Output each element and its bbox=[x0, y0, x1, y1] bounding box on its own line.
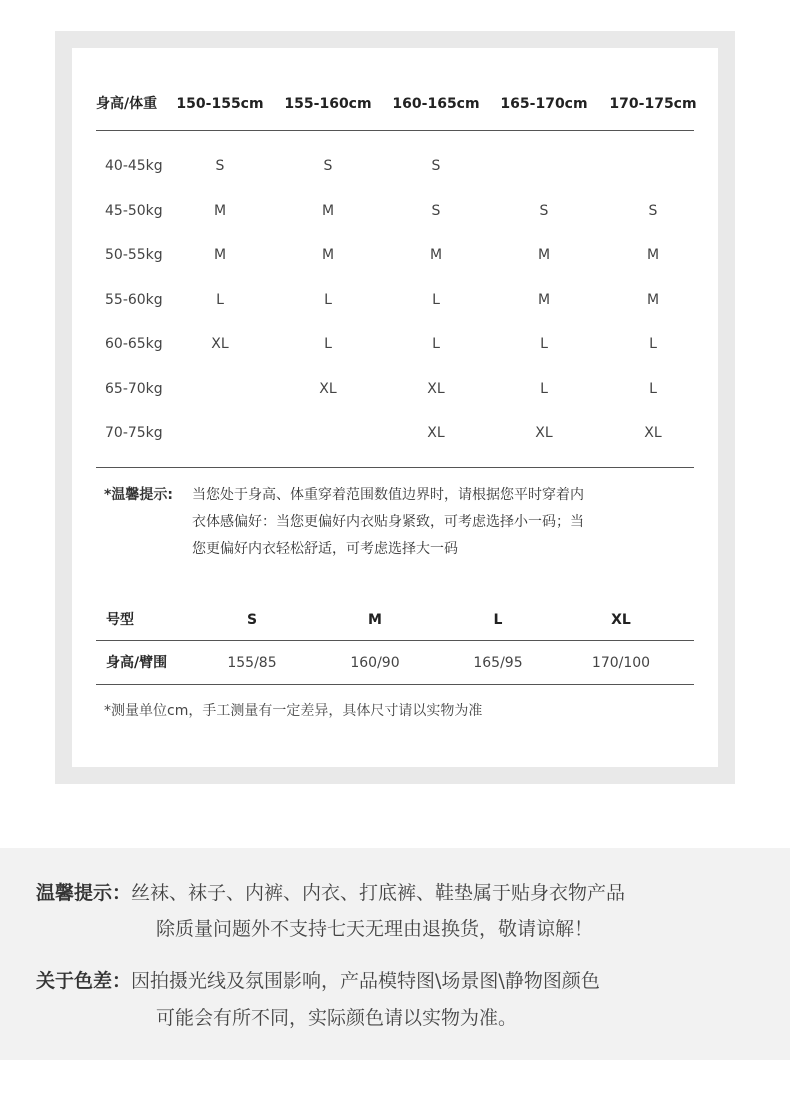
size-tip-label: *温馨提示: bbox=[104, 487, 173, 503]
weight-row-label: 45-50kg bbox=[105, 203, 163, 219]
notice-returns-label: 温馨提示： bbox=[36, 882, 132, 904]
notice-returns-line: 除质量问题外不支持七天无理由退换货，敬请谅解！ bbox=[156, 918, 594, 940]
measurement-row-label: 身高/臂围 bbox=[106, 655, 168, 671]
size-cell: S bbox=[215, 158, 225, 174]
measurement-value-text: 170/100 bbox=[591, 655, 651, 671]
measurement-table bbox=[96, 604, 694, 686]
size-cell: L bbox=[540, 381, 548, 397]
measurement-note: *测量单位cm，手工测量有一定差异，具体尺寸请以实物为准 bbox=[104, 703, 483, 719]
size-cell: M bbox=[537, 292, 551, 308]
notice-returns-line: 丝袜、袜子、内裤、内衣、打底裤、鞋垫属于贴身衣物产品 bbox=[131, 882, 626, 904]
notice-color-line: 因拍摄光线及氛围影响，产品模特图\场景图\静物图颜色 bbox=[131, 970, 600, 992]
weight-row-label: 60-65kg bbox=[105, 336, 163, 352]
size-tip-line: 衣体感偏好：当您更偏好内衣贴身紧致，可考虑选择小一码；当 bbox=[192, 514, 584, 530]
weight-row-label: 40-45kg bbox=[105, 158, 163, 174]
height-column-header: 155-160cm bbox=[284, 96, 372, 112]
size-cell: M bbox=[213, 247, 227, 263]
measurement-size-label: XL bbox=[611, 612, 631, 628]
measurement-value-text: 155/85 bbox=[227, 655, 277, 671]
corner-label: 身高/体重 bbox=[96, 96, 158, 112]
measurement-header-label: 号型 bbox=[106, 612, 134, 628]
measurement-divider bbox=[96, 640, 694, 641]
size-cell: XL bbox=[535, 425, 553, 441]
size-cell: L bbox=[432, 336, 440, 352]
measurement-value-text: 160/90 bbox=[350, 655, 400, 671]
size-cell: S bbox=[431, 158, 441, 174]
notice-color-line: 可能会有所不同，实际颜色请以实物为准。 bbox=[156, 1007, 518, 1029]
size-cell: S bbox=[323, 158, 333, 174]
size-chart bbox=[96, 82, 697, 469]
size-cell: L bbox=[649, 381, 657, 397]
size-cell: M bbox=[537, 247, 551, 263]
size-cell: XL bbox=[319, 381, 337, 397]
bottom-background bbox=[0, 1060, 790, 1097]
measurement-size-label: S bbox=[246, 612, 258, 628]
size-cell: XL bbox=[644, 425, 662, 441]
size-cell: XL bbox=[211, 336, 229, 352]
notice-color-label: 关于色差： bbox=[36, 970, 132, 992]
size-cell: L bbox=[649, 336, 657, 352]
height-column-header: 170-175cm bbox=[609, 96, 697, 112]
size-cell: M bbox=[321, 203, 335, 219]
size-cell: L bbox=[432, 292, 440, 308]
header-divider bbox=[96, 130, 694, 131]
weight-row-label: 55-60kg bbox=[105, 292, 163, 308]
size-cell: L bbox=[216, 292, 224, 308]
weight-row-label: 50-55kg bbox=[105, 247, 163, 263]
size-cell: M bbox=[321, 247, 335, 263]
size-cell: S bbox=[431, 203, 441, 219]
size-cell: M bbox=[429, 247, 443, 263]
measurement-size-label: M bbox=[368, 612, 382, 628]
size-cell: L bbox=[540, 336, 548, 352]
size-cell: S bbox=[539, 203, 549, 219]
size-cell: M bbox=[213, 203, 227, 219]
height-column-header: 160-165cm bbox=[392, 96, 480, 112]
measurement-value-text: 165/95 bbox=[473, 655, 523, 671]
size-cell: XL bbox=[427, 425, 445, 441]
notice-color bbox=[36, 964, 600, 998]
height-column-header: 165-170cm bbox=[500, 96, 588, 112]
size-tip-line: 当您处于身高、体重穿着范围数值边界时，请根据您平时穿着内 bbox=[192, 487, 584, 503]
size-tip-line: 您更偏好内衣轻松舒适，可考虑选择大一码 bbox=[192, 541, 458, 557]
size-cell: XL bbox=[427, 381, 445, 397]
weight-row-label: 70-75kg bbox=[105, 425, 163, 441]
size-cell: L bbox=[324, 292, 332, 308]
weight-row-label: 65-70kg bbox=[105, 381, 163, 397]
table-bottom-divider bbox=[96, 467, 694, 468]
size-cell: L bbox=[324, 336, 332, 352]
measurement-bottom-divider bbox=[96, 684, 694, 685]
height-column-header: 150-155cm bbox=[176, 96, 264, 112]
size-cell: M bbox=[646, 292, 660, 308]
size-cell: M bbox=[646, 247, 660, 263]
size-cell: S bbox=[648, 203, 658, 219]
measurement-size-label: L bbox=[493, 612, 503, 628]
notice-returns bbox=[36, 876, 625, 910]
